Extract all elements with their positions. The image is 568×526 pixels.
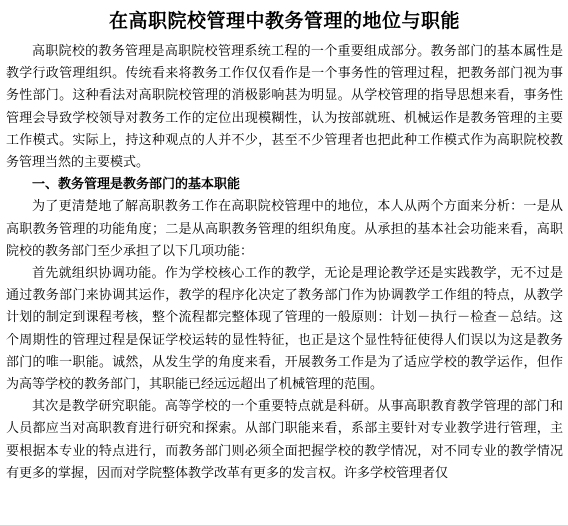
paragraph-analysis: 为了更清楚地了解高职教务工作在高职院校管理中的地位，本人从两个方面来分析：一是从高职教务管理的功能角度；二是从高职教务管理的组织角度。从承担的基本社会功能来看，高职院校的教务部门至少承担了以下几项功能：: [6, 199, 563, 259]
document-title: 在高职院校管理中教务管理的地位与职能: [108, 10, 460, 32]
paragraph-research: 其次是教学研究职能。高等学校的一个重要特点就是科研。从事高职教育教学管理的部门和人员都应当对高职教育进行研究和探索。从部门职能来看，系部主要针对专业教学进行管理，主要根据本专业的特点进行，而教务部门则必须全面把握学校的教学情况，对不同专业的教学情况有更多的掌握，因而对学院整体教学改革有更多的发言权。许多学校管理者仅: [6, 399, 563, 481]
paragraph-intro: 高职院校的教务管理是高职院校管理系统工程的一个重要组成部分。教务部门的基本属性是教学行政管理组织。传统看来将教务工作仅仅看作是一个事务性的管理过程，把教务部门视为事务性部门。这种看法对高职院校管理的消极影响甚为明显。从学校管理的指导思想来看，事务性管理会导致学校领导对教务工作的定位出现模糊性，认为按部就班、机械运作是教务管理的主要工作模式。实际上，持这种观点的人并不少，甚至不少管理者也把此种工作模式作为高职院校教务管理当然的主要模式。: [6, 44, 563, 171]
section-heading: 一、教务管理是教务部门的基本职能: [32, 177, 241, 193]
paragraph-coordination: 首先就组织协调功能。作为学校核心工作的教学，无论是理论教学还是实践教学，无不过是通过教务部门来协调其运作，教学的程序化决定了教务部门作为协调教学工作组的特点，从教学计划的制定到课程考核，整个流程都完整体现了管理的一般原则：计划－执行－检查－总结。这个周期性的管理过程是保证学校运转的显性特征，也正是这个显性特征使得人们误以为这是教务部门的唯一职能。诚然，从发生学的角度来看，开展教务工作是为了适应学校的教学运作，但作为高等学校的教务部门，其职能已经远远超出了机械管理的范围。: [6, 266, 563, 393]
